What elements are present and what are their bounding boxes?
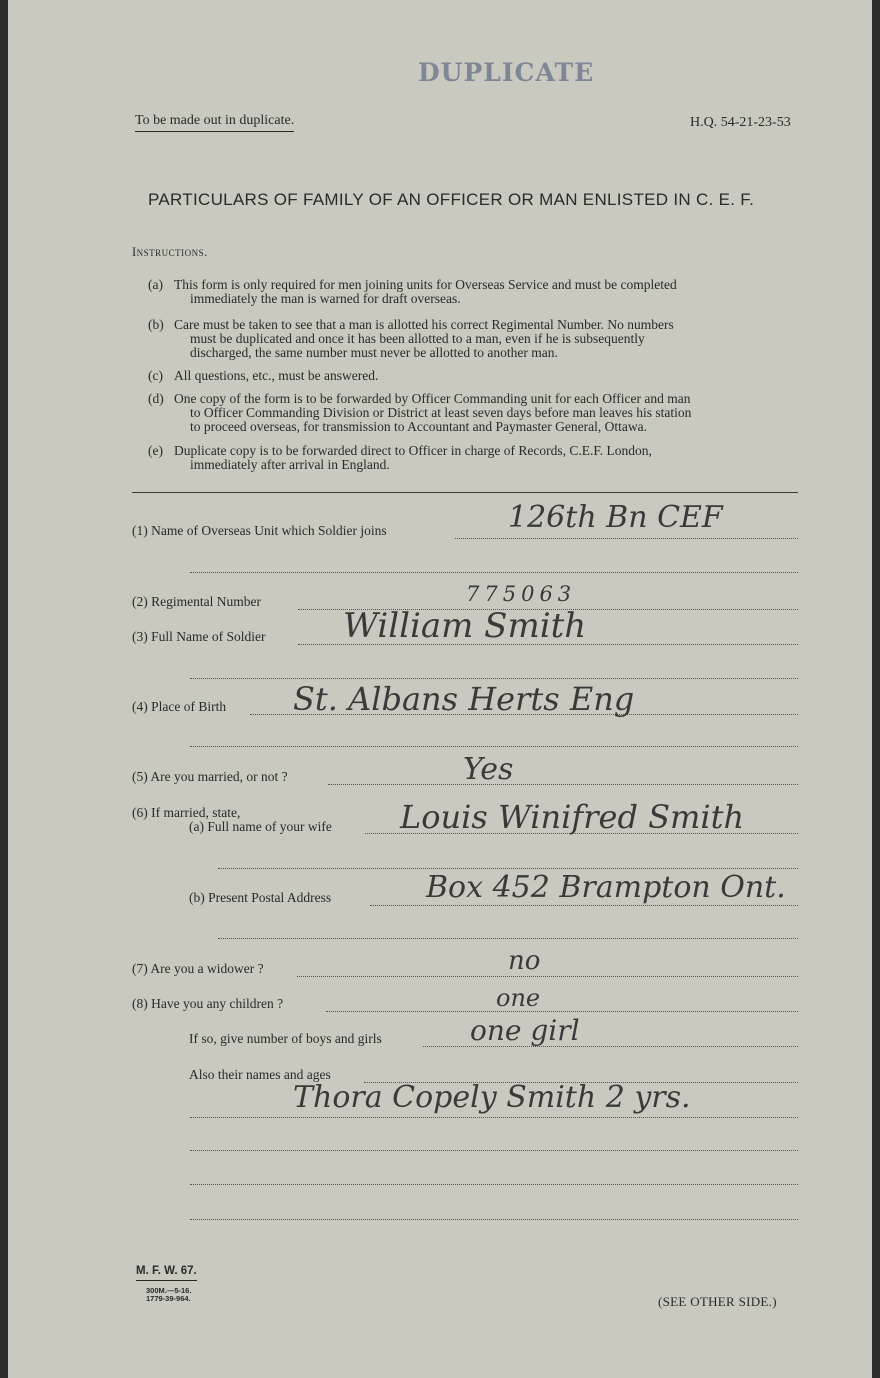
q6a-label: (a) Full name of your wife: [189, 819, 332, 834]
print-line-2: 1779-39-964.: [146, 1294, 191, 1303]
q2-value[interactable]: 775063: [466, 582, 577, 606]
q7-label: (7) Are you a widower ?: [132, 961, 264, 976]
q1-value[interactable]: 126th Bn CEF: [508, 500, 723, 535]
q6-label: (6) If married, state,: [132, 805, 241, 820]
q8-value[interactable]: one: [496, 984, 541, 1012]
children-line-2: [190, 1150, 798, 1151]
children-line-1: [190, 1117, 798, 1118]
q5-value[interactable]: Yes: [463, 752, 514, 787]
q3-label: (3) Full Name of Soldier: [132, 629, 266, 644]
q4-line-2: [190, 746, 798, 747]
q1-line: [455, 538, 798, 539]
q3-line-2: [190, 678, 798, 679]
q7-line: [297, 976, 798, 977]
form-number: M. F. W. 67.: [136, 1265, 197, 1281]
q5-line: [328, 784, 798, 785]
q6b-line-2: [218, 938, 798, 939]
form-title: PARTICULARS OF FAMILY OF AN OFFICER OR MAN ENLISTED IN C. E. F.: [148, 190, 755, 209]
instruction-d: (d) One copy of the form is to be forwarded by Officer Commanding unit for each Officer and man to Officer Commanding Division or District at least seven days before man leaves his station to proceed overseas, for transmission to Accountant and Paymaster General, Ottawa.: [148, 391, 692, 434]
instruction-e: (e) Duplicate copy is to be forwarded direct to Officer in charge of Records, C.E.F. London, immediately after arrival in England.: [148, 443, 652, 472]
q8b-value[interactable]: Thora Copely Smith 2 yrs.: [293, 1080, 691, 1115]
q1-label: (1) Name of Overseas Unit which Soldier joins: [132, 523, 387, 538]
see-other-side: (SEE OTHER SIDE.): [658, 1294, 777, 1309]
instruction-b: (b) Care must be taken to see that a man is allotted his correct Regimental Number. No numbers must be duplicated and once it has been allotted to a man, even if he is subsequently discharged, the same number must never be allotted to another man.: [148, 317, 674, 360]
q6a-value[interactable]: Louis Winifred Smith: [400, 798, 745, 836]
duplicate-note: To be made out in duplicate.: [135, 113, 294, 132]
children-line-4: [190, 1219, 798, 1220]
divider-rule: [132, 492, 798, 493]
q4-label: (4) Place of Birth: [132, 699, 227, 714]
instruction-a: (a) This form is only required for men joining units for Overseas Service and must be completed immediately the man is warned for draft overseas.: [148, 277, 677, 306]
hq-number: H.Q. 54-21-23-53: [690, 115, 791, 130]
q8-line: [326, 1011, 798, 1012]
q6a-line-2: [218, 868, 798, 869]
q5-label: (5) Are you married, or not ?: [132, 769, 288, 784]
q8a-label: If so, give number of boys and girls: [189, 1031, 382, 1046]
q8b-label: Also their names and ages: [189, 1067, 331, 1082]
instruction-c: (c) All questions, etc., must be answered.: [148, 368, 379, 383]
q2-label: (2) Regimental Number: [132, 594, 261, 609]
q1-line-2: [190, 572, 798, 573]
q4-value[interactable]: St. Albans Herts Eng: [293, 680, 635, 718]
q8a-value[interactable]: one girl: [470, 1014, 580, 1047]
q8-label: (8) Have you any children ?: [132, 996, 284, 1011]
children-line-3: [190, 1184, 798, 1185]
q6b-line: [370, 905, 798, 906]
q6b-label: (b) Present Postal Address: [189, 890, 332, 905]
instructions-heading: Instructions.: [132, 245, 208, 259]
q7-value[interactable]: no: [508, 946, 541, 976]
q6b-value[interactable]: Box 452 Brampton Ont.: [426, 870, 786, 905]
duplicate-stamp: DUPLICATE: [418, 58, 595, 87]
q3-value[interactable]: William Smith: [343, 606, 587, 646]
print-line-1: 300M.—5-16.: [146, 1286, 192, 1295]
form-sheet: [8, 0, 872, 1378]
printer-info: [146, 1287, 191, 1303]
